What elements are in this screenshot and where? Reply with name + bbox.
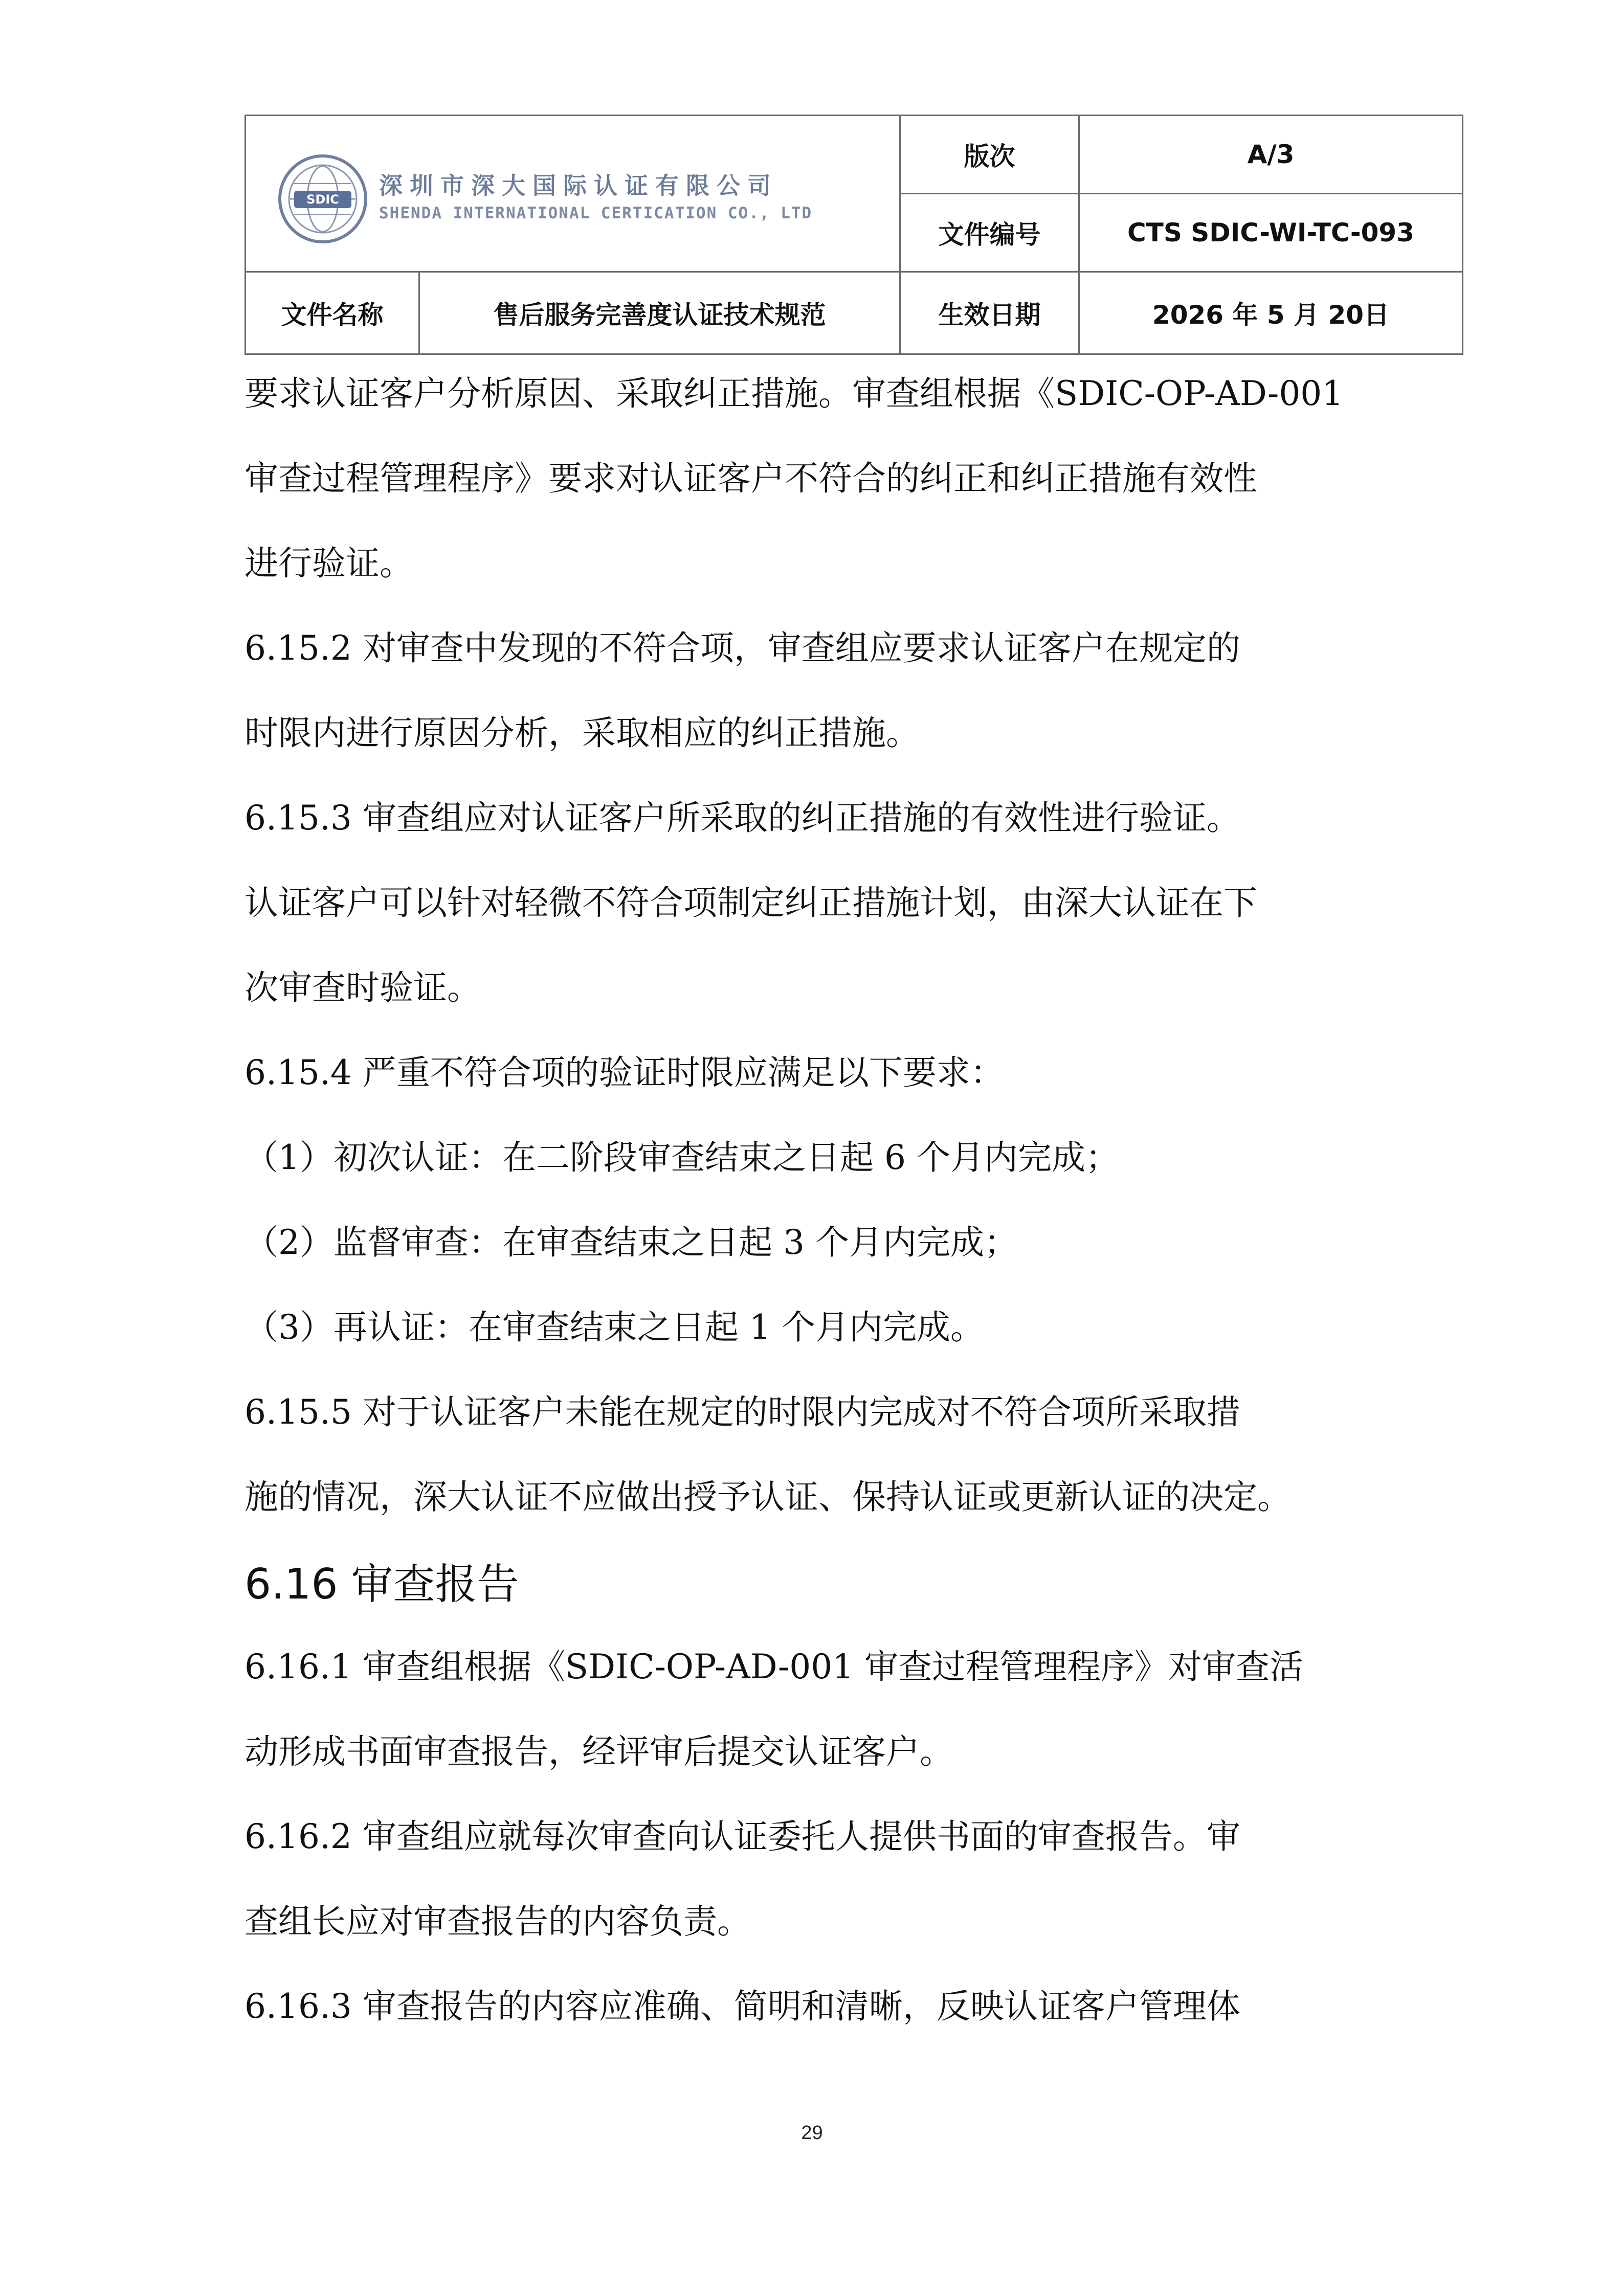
- body-line: 次审查时验证。: [244, 968, 481, 1007]
- document-header-table: [244, 115, 1463, 355]
- body-line: 进行验证。: [244, 544, 413, 583]
- body-line: 6.15.3 审查组应对认证客户所采取的纠正措施的有效性进行验证。: [244, 798, 1240, 838]
- emblem-text: SDIC: [306, 192, 339, 207]
- body-line: 6.15.4 严重不符合项的验证时限应满足以下要求：: [244, 1053, 1004, 1092]
- body-line: 施的情况，深大认证不应做出授予认证、保持认证或更新认证的决定。: [244, 1477, 1291, 1517]
- document-number-label: 文件编号: [900, 194, 1079, 272]
- page-number: 29: [801, 2122, 823, 2144]
- body-line: 审查过程管理程序》要求对认证客户不符合的纠正和纠正措施有效性: [244, 459, 1257, 498]
- body-line: 认证客户可以针对轻微不符合项制定纠正措施计划，由深大认证在下: [244, 883, 1257, 922]
- company-logo: [277, 153, 1075, 245]
- body-line: 6.16.2 审查组应就每次审查向认证委托人提供书面的审查报告。审: [244, 1817, 1240, 1856]
- list-item: （2）监督审查：在审查结束之日起 3 个月内完成；: [244, 1223, 1018, 1262]
- body-line: 动形成书面审查报告，经评审后提交认证客户。: [244, 1732, 953, 1771]
- body-line: 时限内进行原因分析，采取相应的纠正措施。: [244, 713, 920, 753]
- company-logo-cell: [246, 116, 900, 272]
- company-name-english: SHENDA INTERNATIONAL CERTICATION CO., LTD: [379, 204, 813, 222]
- body-line: 6.16.1 审查组根据《SDIC-OP-AD-001 审查过程管理程序》对审查活: [244, 1647, 1304, 1686]
- version-label: 版次: [900, 116, 1079, 194]
- document-name-value: 售后服务完善度认证技术规范: [419, 272, 900, 354]
- section-heading: 6.16 审查报告: [244, 1560, 519, 1609]
- document-number-value: CTS SDIC-WI-TC-093: [1079, 194, 1463, 272]
- effective-date-value: 2026 年 5 月 20日: [1079, 272, 1463, 354]
- company-name-chinese: 深圳市深大国际认证有限公司: [379, 172, 778, 199]
- document-name-label: 文件名称: [246, 272, 419, 354]
- effective-date-label: 生效日期: [900, 272, 1079, 354]
- body-line: 6.15.5 对于认证客户未能在规定的时限内完成对不符合项所采取措: [244, 1392, 1240, 1432]
- sdic-globe-emblem-icon: [277, 153, 369, 245]
- body-line: 6.16.3 审查报告的内容应准确、简明和清晰，反映认证客户管理体: [244, 1987, 1240, 2026]
- body-line: 查组长应对审查报告的内容负责。: [244, 1902, 751, 1941]
- body-line: 要求认证客户分析原因、采取纠正措施。审查组根据《SDIC-OP-AD-001: [244, 374, 1344, 413]
- version-value: A/3: [1079, 116, 1463, 194]
- list-item: （3）再认证：在审查结束之日起 1 个月内完成。: [244, 1308, 984, 1347]
- body-line: 6.15.2 对审查中发现的不符合项，审查组应要求认证客户在规定的: [244, 628, 1240, 668]
- list-item: （1）初次认证：在二阶段审查结束之日起 6 个月内完成；: [244, 1138, 1119, 1177]
- document-body: [244, 368, 1390, 2066]
